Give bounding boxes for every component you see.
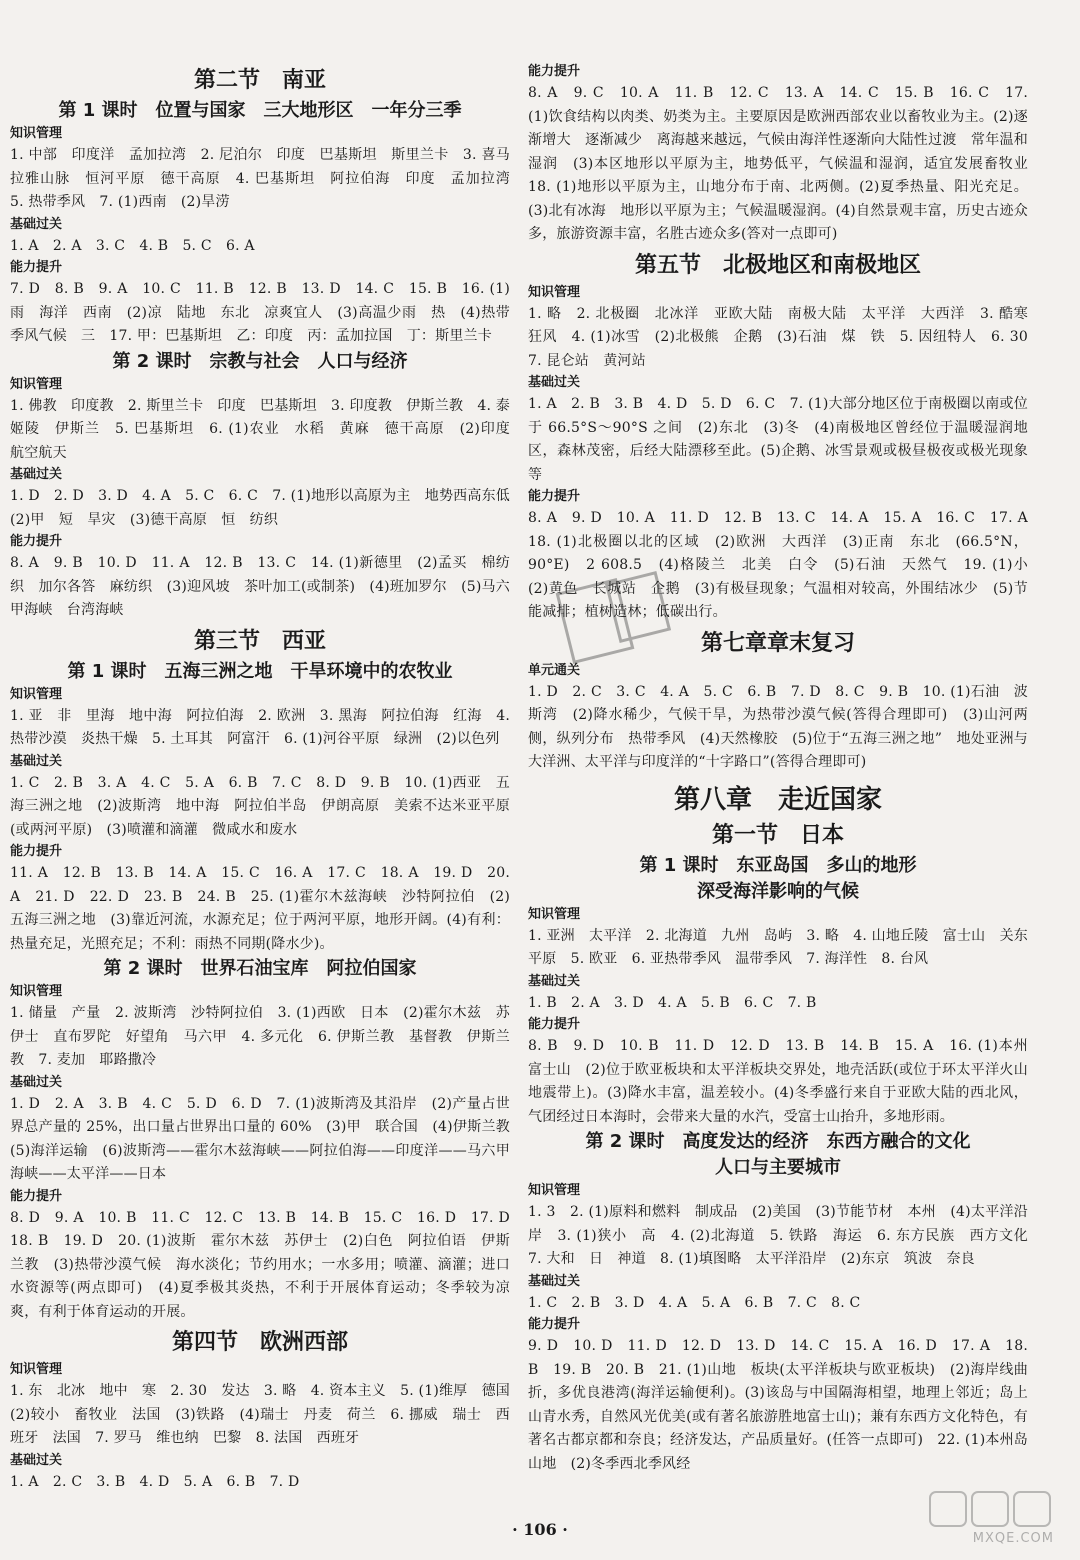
subsection-label: 知识管理 (10, 984, 63, 999)
subsection-label: 基础过关 (528, 1273, 581, 1289)
subsection-label: 能力提升 (10, 1188, 63, 1204)
answer-paragraph: 1. D 2. D 3. D 4. A 5. C 6. C 7. (1)地形以高原为主 地势西高东低 (2)甲 短 旱灾 (3)德干高原 恒 纺织 (10, 488, 525, 528)
answer-paragraph: 8. A 9. C 10. A 11. B 12. C 13. A 14. C 15. B 16. C 17. (1)饮食结构以肉类、奶类为主。主要原因是欧洲西部农业以畜牧业为主。(2)逐渐增大 逐渐减少 离海越来越远，气候由海洋性逐渐向大陆性过渡 常年温和湿润 (3)本区地形以平原为主，地势低平，气候温和湿润，适宜发展畜牧业 18. (1)地形以平原为主，山地分布于南、北两侧。(2)夏季热量、阳光充足。(3)北有冰海 地形以平原为主；气候温暖湿润。(4)自然景观丰富，历史古迹众多，旅游资源丰富，名胜古迹众多(答对一点即可) (528, 85, 1043, 242)
answer-paragraph: 8. A 9. D 10. A 11. D 12. B 13. C 14. A 15. A 16. C 17. A 18. (1)北极圈以北的区域 (2)欧洲 大西洋 (3)正南 东北 (66.5°N，90°E) 2 608.5 (4)格陵兰 北美 白令 (5)石油 天然气 19. (1)小 (2)黄色 长城站 企鹅 (3)有极昼现象；气温相对较高，外围结冰少 (5)节能减排；植树造林；低碳出行。 (528, 510, 1043, 620)
subsection-label: 基础过关 (10, 1074, 63, 1090)
lesson-heading: 人口与主要城市 (715, 1157, 841, 1178)
chapter-heading: 第八章 走近国家 (673, 784, 882, 815)
subsection-label: 能力提升 (528, 1317, 581, 1332)
left-column (10, 62, 525, 1494)
lesson-heading: 深受海洋影响的气候 (697, 880, 859, 902)
answer-paragraph: 1. A 2. B 3. B 4. D 5. D 6. C 7. (1)大部分地区位于南极圈以南或位于 66.5°S～90°S 之间 (2)东北 (3)冬 (4)南极地区曾经位于温暖湿润地区，森林茂密，后经大陆漂移至此。(5)企鹅、冰雪景观或极昼极夜或极光现象等 (528, 396, 1028, 483)
subsection-label: 能力提升 (528, 1017, 581, 1032)
subsection-label: 能力提升 (10, 534, 63, 549)
subsection-label: 基础过关 (10, 467, 63, 482)
answer-paragraph: 1. C 2. B 3. D 4. A 5. A 6. B 7. C 8. C (528, 1294, 861, 1311)
subsection-label: 基础过关 (10, 216, 63, 232)
answer-paragraph: 1. 亚 非 里海 地中海 阿拉伯海 2. 欧洲 3. 黑海 阿拉伯海 红海 4. 热带沙漠 炎热干燥 5. 土耳其 阿富汗 6. (1)河谷平原 绿洲 (2)以色列 (10, 707, 510, 747)
subsection-label: 能力提升 (528, 489, 581, 504)
lesson-heading: 第 1 课时 五海三洲之地 干旱环境中的农牧业 (67, 660, 453, 682)
answer-paragraph: 1. 亚洲 太平洋 2. 北海道 九州 岛屿 3. 略 4. 山地丘陵 富士山 关东平原 5. 欧亚 6. 亚热带季风 温带季风 7. 海洋性 8. 台风 (528, 927, 1028, 967)
subsection-label: 知识管理 (10, 376, 63, 392)
answer-paragraph: 1. B 2. A 3. D 4. A 5. B 6. C 7. B (528, 994, 817, 1011)
answer-paragraph: 1. A 2. A 3. C 4. B 5. C 6. A (10, 237, 255, 254)
subsection-label: 能力提升 (528, 64, 581, 79)
page-number: · 106 · (512, 1520, 568, 1539)
subsection-label: 基础过关 (10, 1452, 63, 1468)
subsection-label: 知识管理 (528, 1183, 581, 1198)
lesson-heading: 第 2 课时 宗教与社会 人口与经济 (112, 350, 408, 372)
answer-paragraph: 9. D 10. D 11. D 12. D 13. D 14. C 15. A 16. D 17. A 18. B 19. B 20. B 21. (1)山地 板块(太平洋板块与欧亚板块) (2)海岸线曲折，多优良港湾(海洋运输便利)。(3)该岛与中国隔海相望，地理上邻近；岛上山青水秀，自然风光优美(或有著名旅游胜地富士山)；兼有东西方文化特色，有著名古都京都和奈良；经济发达，产品质量好。(任答一点即可) 22. (1)本州岛 山地 (2)冬季西北季风经 (528, 1338, 1043, 1472)
answer-paragraph: 1. 中部 印度洋 孟加拉湾 2. 尼泊尔 印度 巴基斯坦 斯里兰卡 3. 喜马拉雅山脉 恒河平原 德干高原 4. 巴基斯坦 阿拉伯海 印度 孟加拉湾 5. 热带季风 7. (1)西南 (2)旱涝 (10, 147, 525, 210)
watermark-text: MXQE.COM (972, 1531, 1054, 1546)
answer-paragraph: 11. A 12. B 13. B 14. A 15. C 16. A 17. C 18. A 19. D 20. A 21. D 22. D 23. B 24. B 25. (1)霍尔木兹海峡 沙特阿拉伯 (2)五海三洲之地 (3)靠近河流，水源充足；位于两河平原，地形开阔。(4)有利：热量充足，光照充足；不利：雨热不同期(降水少)。 (10, 865, 510, 952)
subsection-label: 知识管理 (528, 284, 581, 300)
subsection-label: 单元通关 (528, 662, 581, 678)
lesson-heading: 第 2 课时 世界石油宝库 阿拉伯国家 (103, 958, 417, 979)
answer-paragraph: 1. D 2. C 3. C 4. A 5. C 6. B 7. D 8. C 9. B 10. (1)石油 波斯湾 (2)降水稀少，气候干旱，为热带沙漠气候(答得合理即可) (3)山河两侧，纵列分布 热带季风 (4)天然橡胶 (5)位于“五海三洲之地” 地处亚洲与大洋洲、太平洋与印度洋的“十字路口”(答得合理即可) (528, 683, 1028, 770)
answer-paragraph: 1. C 2. B 3. A 4. C 5. A 6. B 7. C 8. D 9. B 10. (1)西亚 五海三洲之地 (2)波斯湾 地中海 阿拉伯半岛 伊朗高原 美索不达米亚平原(或两河平原) (3)喷灌和滴灌 微咸水和废水 (10, 774, 510, 838)
answer-paragraph: 1. 3 2. (1)原料和燃料 制成品 (2)美国 (3)节能节材 本州 (4)太平洋沿岸 3. (1)狭小 高 4. (2)北海道 5. 铁路 海运 6. 东方民族 西方文化 7. 大和 日 神道 8. (1)填图略 太平洋沿岸 (2)东京 筑波 奈良 (528, 1204, 1043, 1267)
lesson-heading: 第 2 课时 高度发达的经济 东西方融合的文化 (585, 1131, 971, 1152)
section-heading: 第三节 西亚 (193, 628, 326, 654)
answer-paragraph: 8. D 9. A 10. B 11. C 12. C 13. B 14. B 15. C 16. D 17. D 18. B 19. D 20. (1)波斯 霍尔木兹 苏伊士 (2)白色 阿拉伯语 伊斯兰教 (3)热带沙漠气候 海水淡化；节约用水；一水多用；喷灌、滴灌；进口水资源等(两点即可) (4)夏季极其炎热，不利于开展体育运动；冬季较为凉爽，有利于体育运动的开展。 (10, 1209, 525, 1320)
answer-paragraph: 1. 略 2. 北极圈 北冰洋 亚欧大陆 南极大陆 太平洋 大西洋 3. 酷寒 狂风 4. (1)冰雪 (2)北极熊 企鹅 (3)石油 煤 铁 5. 因纽特人 6. 30 7. 昆仑站 黄河站 (528, 305, 1043, 369)
answer-paragraph: 1. 东 北冰 地中 寒 2. 30 发达 3. 略 4. 资本主义 5. (1)维厚 德国 (2)较小 畜牧业 法国 (3)铁路 (4)瑞士 丹麦 荷兰 6. 挪威 瑞士 西班牙 法国 7. 罗马 维也纳 巴黎 8. 法国 西班牙 (10, 1383, 525, 1446)
subsection-label: 能力提升 (10, 260, 63, 275)
answer-paragraph: 1. 佛教 印度教 2. 斯里兰卡 印度 巴基斯坦 3. 印度教 伊斯兰教 4. 泰姬陵 伊斯兰 5. 巴基斯坦 6. (1)农业 水稻 黄麻 德干高原 (2)印度 航空航天 (10, 397, 525, 461)
answer-paragraph: 7. D 8. B 9. A 10. C 11. B 12. B 13. D 14. C 15. B 16. (1)雨 海洋 西南 (2)凉 陆地 东北 凉爽宜人 (3)高温少雨 热 (4)热带季风气候 三 17. 甲：巴基斯坦 乙：印度 丙：孟加拉国 丁：斯里兰卡 (10, 281, 510, 344)
section-heading: 第四节 欧洲西部 (171, 1330, 348, 1355)
subsection-label: 能力提升 (10, 844, 63, 859)
lesson-heading: 第 1 课时 位置与国家 三大地形区 一年分三季 (58, 100, 462, 121)
lesson-heading: 第 1 课时 东亚岛国 多山的地形 (639, 854, 917, 876)
answer-paragraph: 1. 储量 产量 2. 波斯湾 沙特阿拉伯 3. (1)西欧 日本 (2)霍尔木兹 苏伊士 直布罗陀 好望角 马六甲 4. 多元化 6. 伊斯兰教 基督教 伊斯兰教 7. 麦加 耶路撒冷 (10, 1005, 510, 1068)
watermark-logo (870, 1488, 1060, 1548)
section-heading: 第七章章末复习 (700, 630, 855, 656)
answer-paragraph: 1. D 2. A 3. B 4. C 5. D 6. D 7. (1)波斯湾及其沿岸 (2)产量占世界总产量的 25%，出口量占世界出口量的 60% (3)甲 联合国 (4)伊斯兰教 (5)海洋运输 (6)波斯湾——霍尔木兹海峡——阿拉伯海——印度洋——马六甲海峡——太平洋——日本 (10, 1095, 525, 1182)
subsection-label: 知识管理 (10, 126, 63, 141)
subsection-label: 知识管理 (528, 906, 581, 922)
stamp-mark (555, 568, 675, 678)
right-column (528, 62, 1043, 1476)
subsection-label: 基础过关 (528, 973, 581, 989)
answer-paragraph: 1. A 2. C 3. B 4. D 5. A 6. B 7. D (10, 1473, 300, 1490)
section-heading: 第一节 日本 (711, 822, 844, 848)
subsection-label: 知识管理 (10, 686, 63, 702)
answer-paragraph: 8. A 9. B 10. D 11. A 12. B 13. C 14. (1)新德里 (2)孟买 棉纺织 加尔各答 麻纺织 (3)迎风坡 茶叶加工(或制茶) (4)班加罗尔 (5)马六甲海峡 台湾海峡 (10, 555, 510, 618)
answer-paragraph: 8. B 9. D 10. B 11. D 12. D 13. B 14. B 15. A 16. (1)本州 富士山 (2)位于欧亚板块和太平洋板块交界处，地壳活跃(或位于环太平洋火山地震带上)。(3)降水丰富，温差较小。(4)冬季盛行来自于亚欧大陆的西北风，气团经过日本海时，会带来大量的水汽，受富士山抬升，多地形雨。 (528, 1038, 1043, 1125)
section-heading: 第二节 南亚 (193, 68, 326, 93)
subsection-label: 基础过关 (528, 375, 581, 390)
section-heading: 第五节 北极地区和南极地区 (634, 252, 921, 278)
subsection-label: 基础过关 (10, 753, 63, 769)
subsection-label: 知识管理 (10, 1362, 63, 1377)
